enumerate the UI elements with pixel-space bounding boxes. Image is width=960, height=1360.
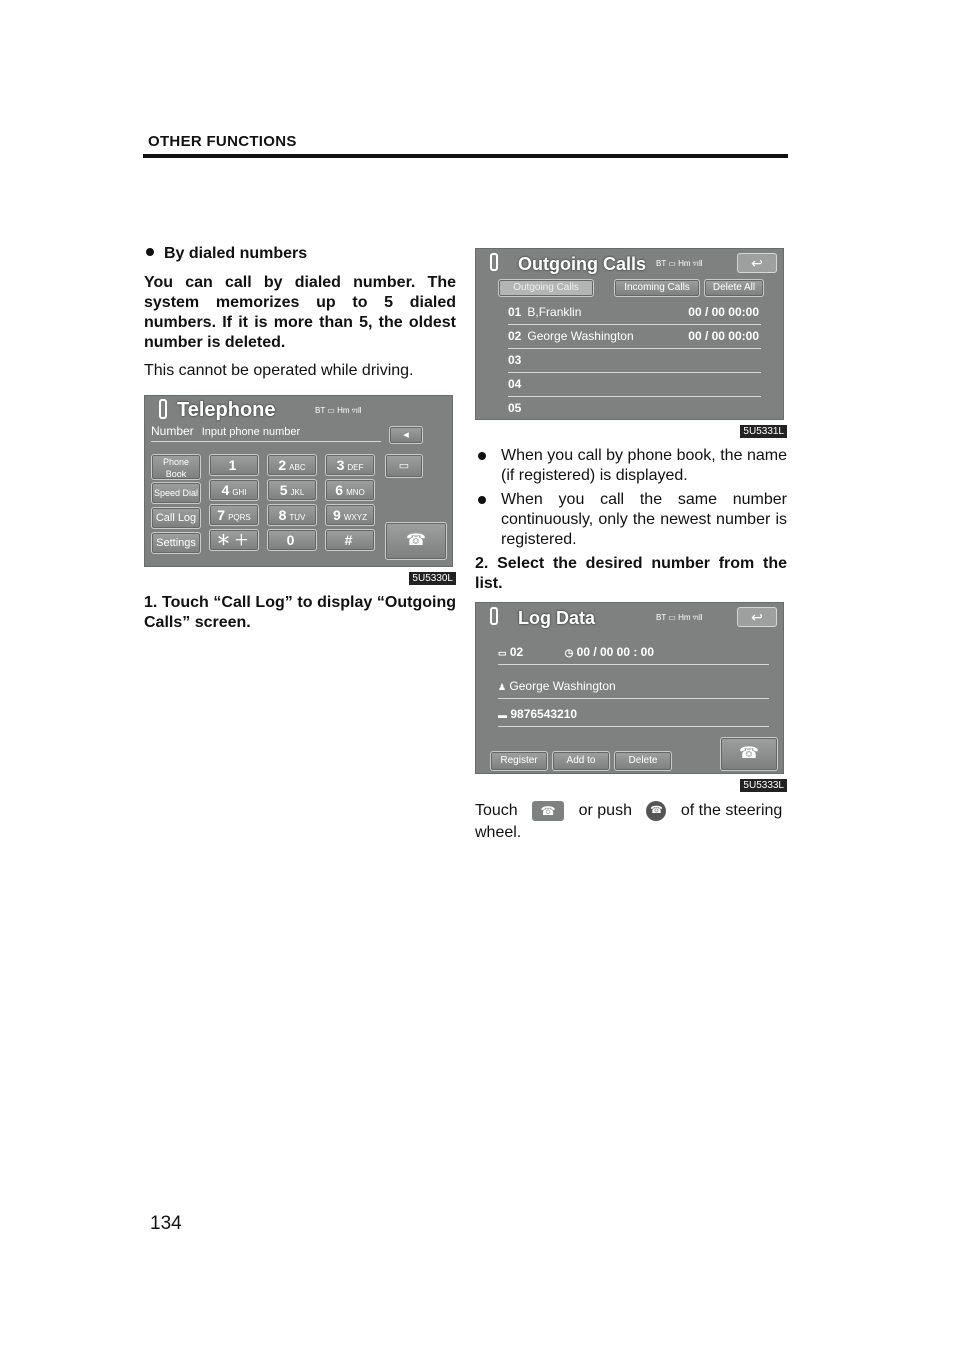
call-button[interactable]: ☎ <box>385 522 447 560</box>
keypad-key[interactable] <box>209 504 259 526</box>
keypad-key[interactable] <box>209 479 259 501</box>
delete-all-button[interactable]: Delete All <box>704 279 764 297</box>
telephone-figure <box>144 395 456 584</box>
key-digit: 7 <box>217 507 226 523</box>
register-button[interactable]: Register <box>490 751 548 771</box>
keypad-key[interactable] <box>209 529 259 551</box>
logdata-figure <box>475 602 787 791</box>
key-letters: ABC <box>289 463 306 472</box>
key-digit: 4 <box>221 482 230 498</box>
bullet-same-number-note: When you call the same number continuously, only the newest number is registered. <box>475 490 787 550</box>
key-digit: 3 <box>336 457 345 473</box>
settings-button[interactable]: Settings <box>151 532 201 554</box>
key-digit: ＊ ＋ <box>216 532 249 548</box>
touch-mid: or push <box>578 802 632 819</box>
figure-code: 5U5330L <box>409 572 456 585</box>
key-letters: PQRS <box>228 513 251 522</box>
row-name: B,Franklin <box>527 305 582 319</box>
log-data-screen <box>475 602 784 774</box>
call-button-icon: ☎ <box>532 801 564 821</box>
call-button[interactable]: ☎ <box>720 737 778 771</box>
outgoing-title: Outgoing Calls <box>518 254 646 274</box>
person-icon: ♟ <box>498 682 507 692</box>
row-datetime: 00 / 00 00:00 <box>688 329 759 343</box>
driving-note: This cannot be operated while driving. <box>144 362 414 379</box>
row-index: 02 <box>508 329 522 343</box>
bullet-dot-icon <box>146 248 154 256</box>
keypad-key[interactable] <box>267 479 317 501</box>
outgoing-calls-screen <box>475 248 784 420</box>
entry-phone-number: 9876543210 <box>510 707 578 721</box>
keypad-key[interactable] <box>267 454 317 476</box>
touch-instruction <box>475 800 787 844</box>
log-data-title: Log Data <box>518 608 596 628</box>
phone-number-icon: ▬ <box>498 710 507 720</box>
steering-call-switch-icon: ☎ <box>646 801 666 821</box>
row-index: 04 <box>508 377 522 391</box>
number-label: Number <box>151 424 194 438</box>
call-list-row[interactable] <box>508 329 761 349</box>
keypad-key[interactable] <box>209 454 259 476</box>
key-letters: DEF <box>347 463 364 472</box>
screen-toggle-button[interactable]: ▭ <box>385 454 423 478</box>
telephone-title: Telephone <box>177 399 276 421</box>
tab-incoming-calls[interactable]: Incoming Calls <box>614 279 700 297</box>
intro-paragraph: You can call by dialed number. The system memorizes up to 5 dialed numbers. If it is more than 5, the oldest number is deleted. <box>144 274 456 351</box>
figure-code: 5U5331L <box>740 425 787 438</box>
phone-handset-icon <box>159 399 167 419</box>
row-datetime: 00 / 00 00:00 <box>688 305 759 319</box>
phone-handset-icon <box>490 253 498 271</box>
tab-outgoing-calls[interactable]: Outgoing Calls <box>498 279 594 297</box>
clock-icon: ◷ <box>564 648 574 659</box>
row-name: George Washington <box>527 329 634 343</box>
number-bar <box>151 424 381 442</box>
backspace-button[interactable]: ◂ <box>389 426 423 444</box>
row-index: 05 <box>508 401 522 415</box>
keypad-key[interactable] <box>267 504 317 526</box>
bullet-phonebook-note: When you call by phone book, the name (if registered) is displayed. <box>475 446 787 486</box>
key-digit: 8 <box>278 507 287 523</box>
row-index: 01 <box>508 305 522 319</box>
key-letters: TUV <box>289 513 306 522</box>
status-icons: BT ▭ Hm ▿ıll <box>656 613 703 622</box>
number-input[interactable]: Input phone number <box>201 426 301 438</box>
keypad-key[interactable] <box>325 479 375 501</box>
back-button[interactable]: ↩ <box>737 607 777 627</box>
key-digit: 2 <box>278 457 287 473</box>
keypad-key[interactable] <box>325 454 375 476</box>
key-letters: JKL <box>290 488 305 497</box>
entry-number-icon: ▭ <box>498 648 507 658</box>
entry-name: George Washington <box>509 679 616 693</box>
entry-phone-row <box>498 707 769 727</box>
bullet-heading-text: By dialed numbers <box>164 245 308 262</box>
key-digit: 5 <box>279 482 288 498</box>
keypad-key[interactable] <box>267 529 317 551</box>
entry-datetime: 00 / 00 00 : 00 <box>576 645 655 659</box>
speed-dial-button[interactable]: Speed Dial <box>151 482 201 504</box>
step-2: 2. Select the desired number from the list. <box>475 555 787 592</box>
key-digit: 9 <box>333 507 341 523</box>
bullet-heading <box>144 245 456 263</box>
outgoing-figure <box>475 248 787 437</box>
keypad-key[interactable] <box>325 504 375 526</box>
entry-name-row <box>498 679 769 699</box>
call-list-row[interactable] <box>508 377 761 397</box>
call-list-row[interactable] <box>508 353 761 373</box>
back-button[interactable]: ↩ <box>737 253 777 273</box>
touch-prefix: Touch <box>475 802 518 819</box>
entry-header-row <box>498 645 769 665</box>
telephone-screen <box>144 395 453 567</box>
page-number: 134 <box>150 1213 182 1234</box>
key-digit: 0 <box>286 532 295 548</box>
call-list-row[interactable] <box>508 305 761 325</box>
status-icons: BT ▭ Hm ▿ıll <box>656 259 703 268</box>
call-list-row[interactable] <box>508 401 761 420</box>
step-1: 1. Touch “Call Log” to display “Outgoing Calls” screen. <box>144 594 456 631</box>
keypad-key[interactable] <box>325 529 375 551</box>
left-column <box>144 245 456 633</box>
section-header: OTHER FUNCTIONS <box>148 133 297 150</box>
delete-button[interactable]: Delete <box>614 751 672 771</box>
right-column <box>475 248 787 844</box>
key-letters: MNO <box>346 488 365 497</box>
phone-handset-icon <box>490 607 498 625</box>
row-index: 03 <box>508 353 522 367</box>
key-digit: 1 <box>228 457 237 473</box>
key-letters: WXYZ <box>343 513 367 522</box>
figure-code: 5U5333L <box>740 779 787 792</box>
add-to-button[interactable]: Add to <box>552 751 610 771</box>
entry-index: 02 <box>509 645 524 659</box>
phonebook-button[interactable]: Phone Book <box>151 454 201 480</box>
touch-suffix: of the steering wheel. <box>475 802 783 841</box>
key-letters: GHI <box>232 488 247 497</box>
key-digit: 6 <box>335 482 344 498</box>
call-log-button[interactable]: Call Log <box>151 507 201 529</box>
header-rule <box>143 154 788 158</box>
status-icons: BT ▭ Hm ▿ıll <box>315 406 362 415</box>
key-digit: # <box>344 532 353 548</box>
